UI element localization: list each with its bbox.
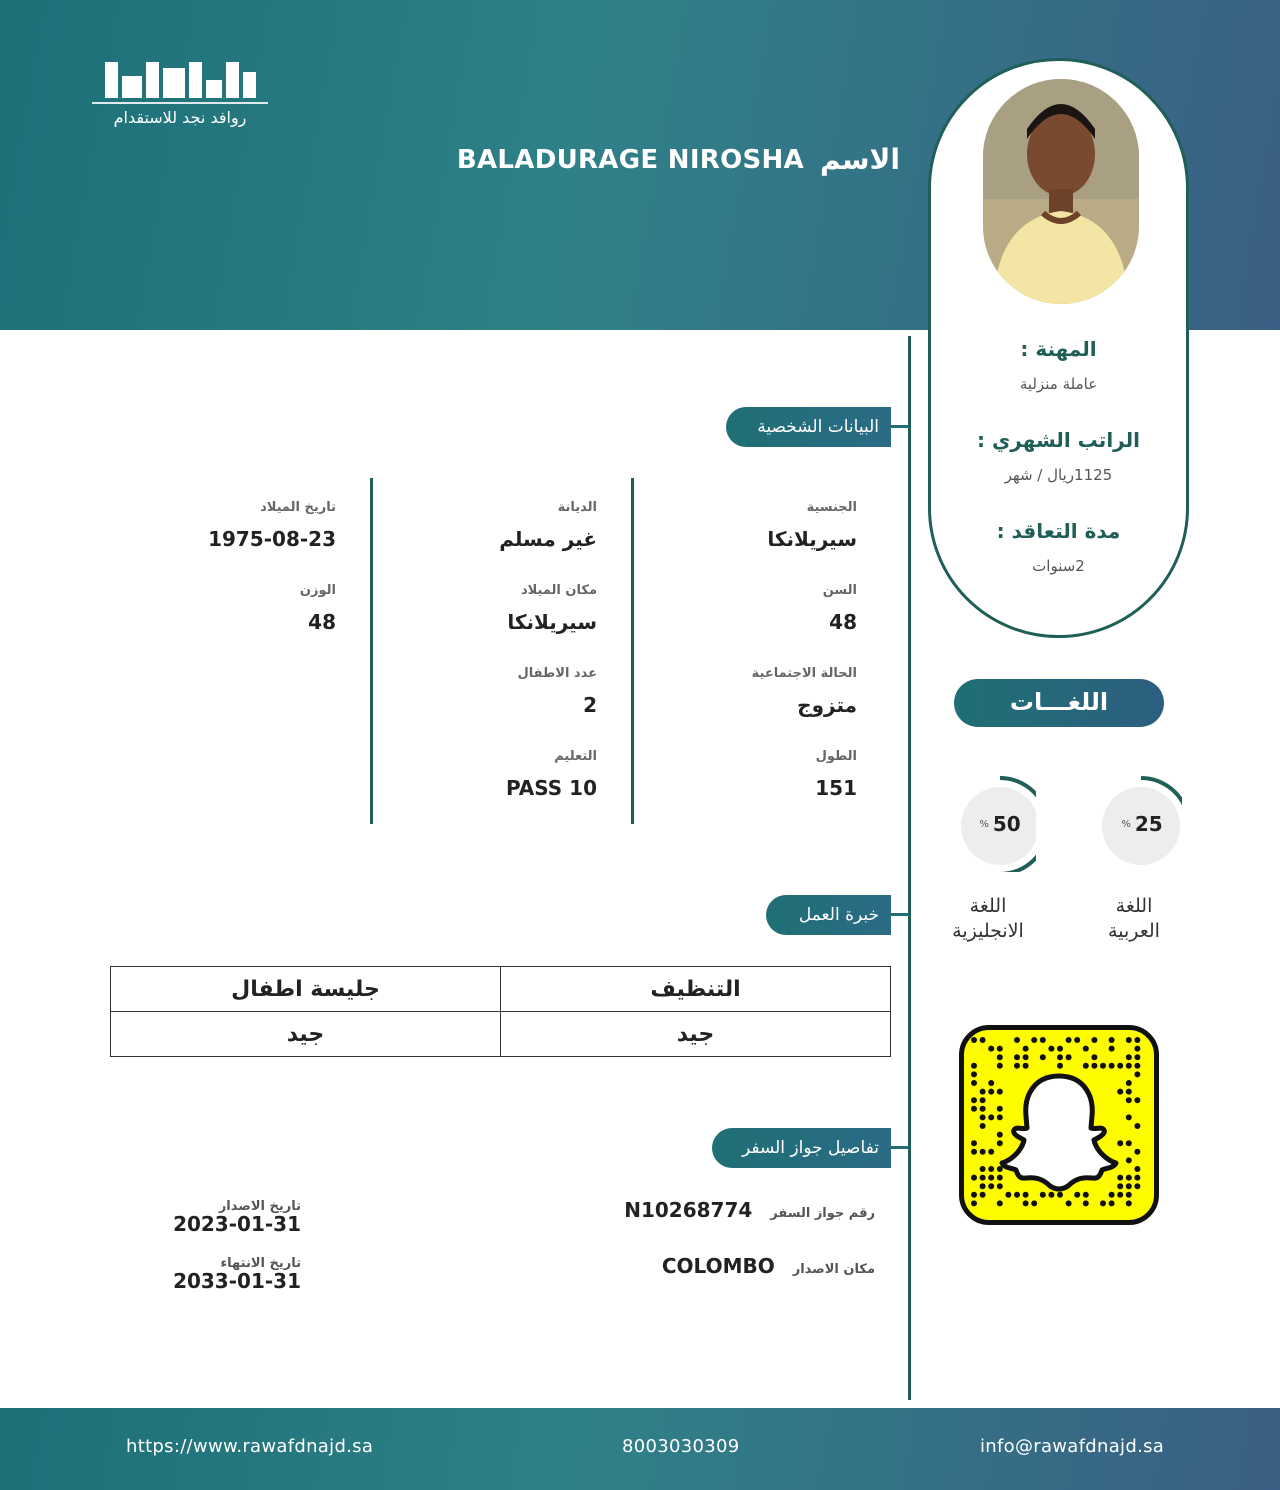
field-religion (397, 500, 597, 551)
candidate-name-row (457, 143, 900, 176)
table-header-cell: التنظيف (501, 967, 891, 1012)
percent-sign: % (1121, 818, 1131, 830)
section-connector (889, 1146, 909, 1149)
table-cell: جيد (111, 1012, 501, 1057)
language-name (928, 894, 1048, 944)
field-label: تاريخ الاصدار (218, 1199, 301, 1214)
section-connector (889, 913, 909, 916)
field-label: عدد الاطفال (517, 666, 597, 681)
passport-number (624, 1198, 875, 1222)
column-divider (631, 478, 634, 824)
field-label: تاريخ الميلاد (260, 500, 336, 515)
company-logo (92, 62, 268, 127)
field-value: N10268774 (624, 1198, 753, 1222)
salary-label: الراتب الشهري : (977, 428, 1140, 452)
field-value: 2 (583, 693, 597, 717)
language-english (928, 776, 1048, 944)
percent-value: 25 (1134, 812, 1163, 836)
logo-subtitle: روافد نجد للاستقدام (113, 108, 247, 127)
language-name-line: العربية (1108, 920, 1160, 942)
contract-value: 2سنوات (1032, 557, 1085, 575)
passport-issue-place (662, 1254, 875, 1278)
footer-phone[interactable]: 8003030309 (622, 1436, 740, 1457)
field-label: الطول (815, 749, 857, 764)
table-row (111, 967, 891, 1012)
field-label: رقم جواز السفر (770, 1206, 875, 1221)
name-value: BALADURAGE NIROSHA (456, 144, 805, 175)
field-education (397, 749, 597, 800)
language-name (1074, 894, 1194, 944)
field-label: الحالة الاجتماعية (751, 666, 857, 681)
field-value: سيريلانكا (767, 527, 857, 551)
profession-value: عاملة منزلية (1019, 375, 1098, 393)
field-value: 48 (829, 610, 857, 634)
field-label: مكان الاصدار (792, 1262, 875, 1277)
field-label: تاريخ الانتهاء (220, 1256, 301, 1271)
percent-sign: % (979, 818, 989, 830)
field-marital-status (657, 666, 857, 717)
section-connector (889, 425, 909, 428)
profession-label: المهنة : (1020, 337, 1097, 361)
section-tag-personal: البيانات الشخصية (726, 407, 891, 447)
language-arabic (1074, 776, 1194, 944)
profile-card (928, 58, 1189, 638)
percent-value: 50 (992, 812, 1021, 836)
field-value: 48 (308, 610, 336, 634)
field-children (397, 666, 597, 717)
field-dob (136, 500, 336, 551)
field-value: 2033-01-31 (173, 1269, 301, 1293)
table-header-cell: جليسة اطفال (111, 967, 501, 1012)
column-divider (370, 478, 373, 824)
portrait-icon (983, 79, 1139, 304)
field-value: غير مسلم (499, 527, 597, 551)
field-nationality (657, 500, 857, 551)
snapchat-ghost-icon (964, 1030, 1154, 1220)
field-birthplace (397, 583, 597, 634)
field-age (657, 583, 857, 634)
footer-email-link[interactable]: info@rawafdnajd.sa (980, 1436, 1165, 1457)
table-cell: جيد (501, 1012, 891, 1057)
contract-section (931, 519, 1186, 575)
contract-label: مدة التعاقد : (996, 519, 1121, 543)
passport-issue-date (173, 1199, 301, 1236)
field-value: 1975-08-23 (208, 527, 336, 551)
logo-mark-icon (92, 62, 268, 104)
salary-value: 1125ريال / شهر (1004, 466, 1113, 484)
languages-title: اللغـــات (954, 679, 1164, 727)
snapcode[interactable] (959, 1025, 1159, 1225)
language-level-ring (940, 776, 1036, 872)
field-label: مكان الميلاد (520, 583, 597, 598)
field-label: الوزن (299, 583, 336, 598)
field-value: متزوج (797, 693, 857, 717)
profession-section (931, 337, 1186, 393)
language-name-line: اللغة (1115, 895, 1153, 917)
passport-expiry-date (173, 1256, 301, 1293)
field-value: 151 (815, 776, 857, 800)
field-height (657, 749, 857, 800)
section-tag-experience: خبرة العمل (766, 895, 891, 935)
field-label: الجنسية (806, 500, 857, 515)
table-row (111, 1012, 891, 1057)
language-name-line: الانجليزية (952, 920, 1024, 942)
timeline-divider (908, 336, 911, 1400)
field-label: الديانة (557, 500, 597, 515)
field-weight (136, 583, 336, 634)
experience-table (110, 966, 891, 1057)
field-label: السن (822, 583, 857, 598)
section-tag-passport: تفاصيل جواز السفر (712, 1128, 891, 1168)
field-value: سيريلانكا (507, 610, 597, 634)
footer-website-link[interactable]: https://www.rawafdnajd.sa (126, 1436, 374, 1457)
field-value: 10 PASS (505, 776, 597, 800)
field-value: 2023-01-31 (173, 1212, 301, 1236)
name-label: الاسم (820, 143, 900, 176)
footer-bar (0, 1408, 1280, 1490)
language-name-line: اللغة (969, 895, 1007, 917)
language-level-ring (1086, 776, 1182, 872)
salary-section (931, 428, 1186, 484)
candidate-photo (983, 79, 1139, 304)
field-value: COLOMBO (661, 1254, 775, 1278)
field-label: التعليم (554, 749, 597, 764)
